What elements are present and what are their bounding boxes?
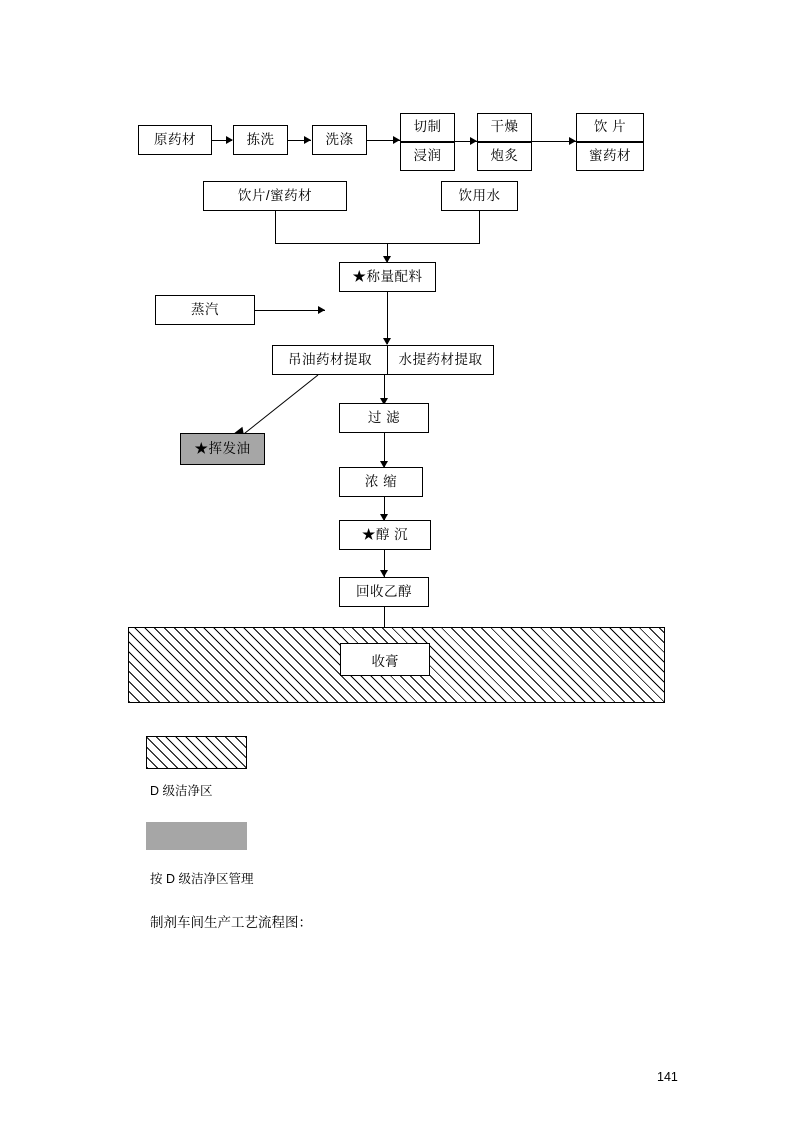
node-pieces-honey: 饮片/蜜药材 [203, 181, 347, 211]
arrowhead-drying-to-pieces [569, 137, 576, 145]
node-cutting: 切制 [400, 113, 455, 142]
legend-gray-label: 按 D 级洁净区管理 [150, 872, 254, 886]
node-rinsing: 洗涤 [312, 125, 367, 155]
node-drinking-water: 饮用水 [441, 181, 518, 211]
node-volatile-oil: ★挥发油 [180, 433, 265, 465]
node-ethanol-recovery: 回收乙醇 [339, 577, 429, 607]
connector-merge-bar [275, 243, 480, 244]
figure-caption: 制剂车间生产工艺流程图： [150, 915, 312, 930]
legend-hatched-swatch [146, 736, 247, 769]
arrowhead-raw-to-sorting [226, 136, 233, 144]
node-processing: 炮炙 [477, 142, 532, 171]
legend-hatched-label: D 级洁净区 [150, 784, 213, 798]
node-oil-extraction: 吊油药材提取 [272, 345, 387, 375]
node-concentration: 浓 缩 [339, 467, 423, 497]
node-decoction-pieces: 饮 片 [576, 113, 644, 142]
arrowhead-cutting-to-drying [470, 137, 477, 145]
node-honey-material: 蜜药材 [576, 142, 644, 171]
node-steam: 蒸汽 [155, 295, 255, 325]
node-sorting-washing: 拣洗 [233, 125, 288, 155]
node-soaking: 浸润 [400, 142, 455, 171]
connector-water-down [479, 211, 480, 243]
node-extract-collection: 收膏 [340, 643, 430, 676]
arrowhead-weighing-to-extraction [383, 338, 391, 345]
arrowhead-steam [318, 306, 325, 314]
node-raw-material: 原药材 [138, 125, 212, 155]
legend-gray-swatch [146, 822, 247, 850]
node-drying: 干燥 [477, 113, 532, 142]
node-water-extraction: 水提药材提取 [387, 345, 494, 375]
connector-steam-to-main [255, 310, 325, 311]
arrowhead-rinsing-to-cutting [393, 136, 400, 144]
page-number: 141 [657, 1070, 678, 1084]
node-weighing: ★称量配料 [339, 262, 436, 292]
arrowhead-sorting-to-rinsing [304, 136, 311, 144]
node-alcohol-precipitation: ★醇 沉 [339, 520, 431, 550]
connector-weighing-to-extraction [387, 292, 388, 344]
node-filtration: 过 滤 [339, 403, 429, 433]
arrowhead-alcohol-to-ethanol [380, 570, 388, 577]
connector-pieces-down [275, 211, 276, 243]
